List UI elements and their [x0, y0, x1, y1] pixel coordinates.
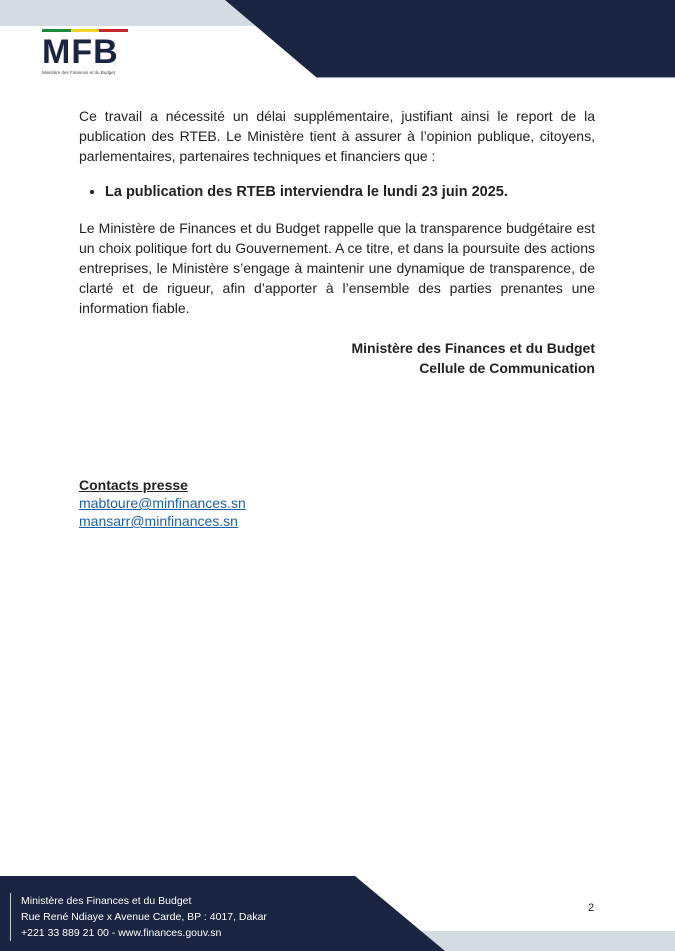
contacts-heading: Contacts presse: [79, 477, 188, 493]
footer-line-3: +221 33 889 21 00 - www.finances.gouv.sn: [21, 927, 222, 939]
press-contacts: [79, 476, 246, 530]
bullet-list: [79, 182, 595, 202]
email-link[interactable]: mansarr@minfinances.sn: [79, 513, 238, 529]
signature: [79, 338, 595, 378]
footer-address: [10, 893, 267, 941]
footer-line-2: Rue René Ndiaye x Avenue Carde, BP : 4017, Dakar: [21, 911, 267, 923]
flag-stripe: [42, 29, 128, 32]
logo-text: MFB: [42, 33, 119, 71]
document-body: [79, 106, 595, 378]
email-link[interactable]: mabtoure@minfinances.sn: [79, 495, 246, 511]
bullet-item: • La publication des RTEB interviendra le lundi 23 juin 2025.: [105, 182, 595, 202]
signature-line-2: Cellule de Communication: [419, 360, 595, 376]
header-divider: [316, 77, 675, 78]
paragraph-1: Ce travail a nécessité un délai supplémentaire, justifiant ainsi le report de la publication des RTEB. Le Ministère tient à assurer à l’opinion publique, citoyens, parlementaires, partenaires techniques et financiers que :: [79, 108, 595, 164]
logo-subtitle: Ministère des Finances et du Budget: [42, 70, 116, 75]
page-number: 2: [588, 902, 595, 914]
signature-line-1: Ministère des Finances et du Budget: [351, 340, 595, 356]
footer-line-1: Ministère des Finances et du Budget: [21, 895, 192, 907]
paragraph-2: Le Ministère de Finances et du Budget rappelle que la transparence budgétaire est un choix politique fort du Gouvernement. A ce titre, et dans la poursuite des actions entreprises, le Ministère s’engage à maintenir une dynamique de transparence, de clarté et de rigueur, afin d’apporter à l’ensemble des parties prenantes une information fiable.: [79, 220, 595, 316]
mfb-logo: [42, 29, 128, 75]
